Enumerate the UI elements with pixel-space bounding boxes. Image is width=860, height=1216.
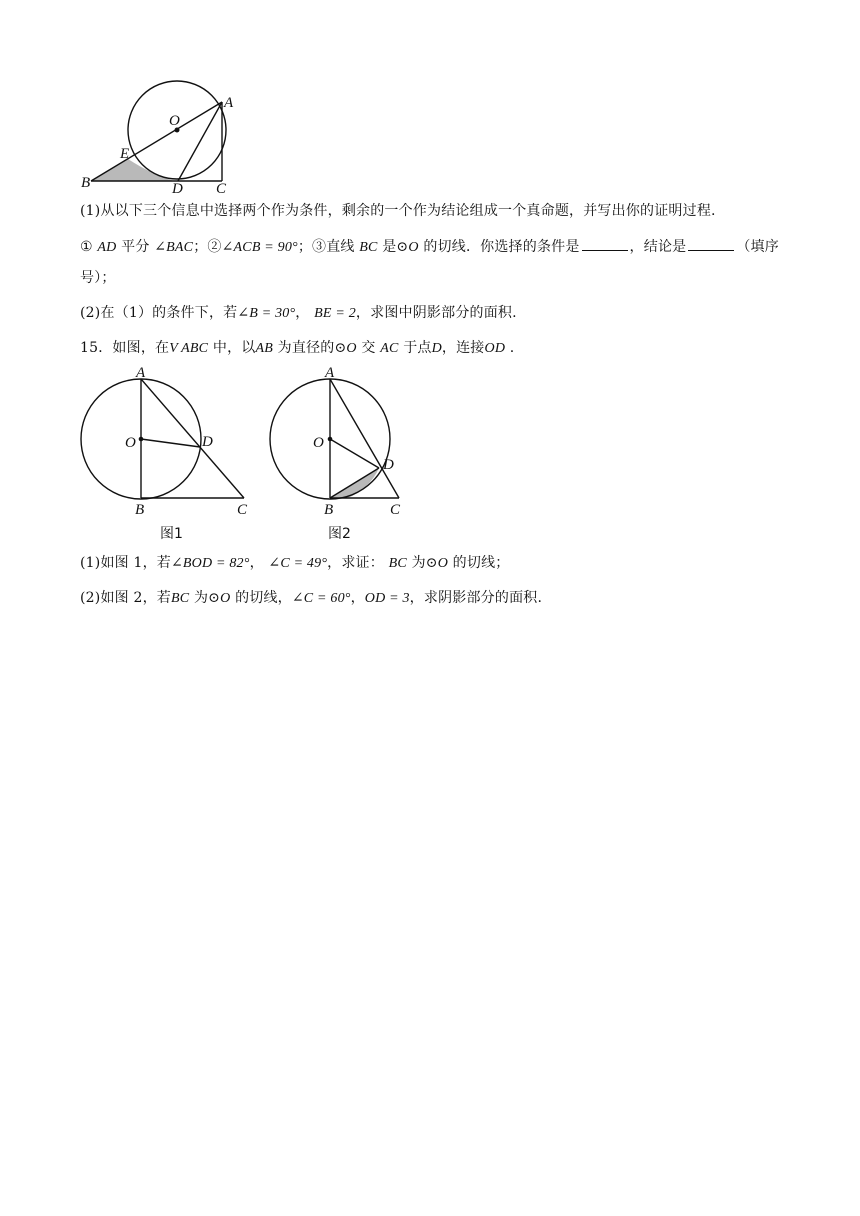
q15-text-d: 交: [361, 340, 376, 356]
cond2-sep: ；: [297, 239, 313, 255]
part1-prefix: (1): [80, 203, 101, 219]
part2-text-a: 在（1）的条件下，若: [100, 305, 238, 321]
q15-number: 15．: [80, 340, 113, 356]
cond3-text-b: 是⊙: [382, 239, 409, 255]
q15-text-c: 为直径的⊙: [277, 340, 347, 356]
q15p1-angle1: ∠BOD = 82°: [171, 556, 250, 571]
segment-ba: [91, 102, 222, 181]
q15-ac: AC: [380, 341, 399, 356]
q15-text-b: 中，以: [212, 340, 256, 356]
cond1-var: AD: [97, 240, 117, 255]
q15-od: OD: [484, 341, 506, 356]
conditions-wrap: [80, 268, 116, 288]
label-b: B: [81, 175, 91, 191]
cond3-var: BC: [359, 240, 378, 255]
figure-2-caption: 图2: [328, 526, 351, 542]
part1-text: 从以下三个信息中选择两个作为条件，剩余的一个作为结论组成一个真命题，并写出你的证明过程.: [100, 203, 716, 219]
segment-ac: [141, 379, 244, 498]
cond1-text: 平分: [121, 239, 150, 255]
segment-od: [330, 439, 379, 468]
cond2-mark: ②: [207, 239, 222, 255]
q15p2-text-a: 如图 2，若: [100, 590, 171, 606]
cond2-angle: ∠ACB = 90°: [221, 240, 298, 255]
label-b: B: [135, 502, 145, 518]
cond1-mark: ①: [80, 239, 93, 255]
q15p2-o: O: [220, 591, 231, 606]
cond3-text-c: 的切线．你选择的条件是: [423, 239, 580, 255]
part2-var: BE = 2: [314, 306, 356, 321]
q15-text-e: 于点: [403, 340, 432, 356]
center-point: [139, 437, 144, 442]
figure-1: [78, 362, 258, 547]
part2-line: [80, 303, 517, 324]
label-a: A: [325, 365, 335, 381]
tail-text: （填序: [736, 239, 779, 255]
q15-ab: AB: [255, 341, 274, 356]
cond1-sep: ；: [193, 239, 208, 255]
figure-1-caption: 图1: [160, 526, 183, 542]
q15-part2-line: [80, 588, 542, 609]
answer-blank-conclusion[interactable]: [688, 238, 734, 251]
label-d: D: [172, 181, 183, 195]
label-e: E: [120, 146, 130, 162]
q15p2-od: OD = 3: [364, 591, 410, 606]
part2-text-b: ，求图中阴影部分的面积.: [355, 305, 517, 321]
label-a: A: [136, 365, 146, 381]
part2-prefix: (2): [80, 305, 101, 321]
q15-tri: V ABC: [169, 341, 209, 356]
q15p2-text-c: 的切线，: [235, 590, 292, 606]
part2-angle: ∠B = 30°: [237, 306, 296, 321]
cond3-circle: O: [408, 240, 419, 255]
label-a: A: [224, 95, 234, 111]
q15p2-prefix: (2): [80, 590, 101, 606]
cond3-mark: ③: [312, 239, 327, 255]
q15p1-text-a: 如图 1，若: [100, 555, 171, 571]
part1-line: [80, 201, 716, 221]
q15p2-text-b: 为⊙: [193, 590, 221, 606]
segment-ad: [178, 102, 222, 181]
mid-text: ，结论是: [629, 239, 687, 255]
label-o: O: [125, 435, 136, 451]
answer-blank-conditions[interactable]: [582, 238, 628, 251]
q15-text-f: ，连接: [441, 340, 485, 356]
label-d: D: [202, 434, 213, 450]
q15p1-text-b: ，求证：: [327, 555, 384, 571]
q15p2-bc: BC: [171, 591, 190, 606]
q15p2-sep: ，: [350, 590, 365, 606]
label-d: D: [383, 457, 394, 473]
q15-line: [80, 338, 514, 359]
wrap-text: 号）；: [80, 270, 116, 286]
label-b: B: [324, 502, 334, 518]
q15p2-angle: ∠C = 60°: [291, 591, 351, 606]
conditions-line: [80, 237, 779, 258]
q15p1-o: O: [437, 556, 449, 571]
q15p1-text-c: 为⊙: [411, 555, 438, 571]
figure-circle-tangent: [76, 80, 246, 195]
cond3-text-a: 直线: [326, 239, 355, 255]
q15p1-text-d: 的切线；: [452, 555, 510, 571]
center-point: [328, 437, 333, 442]
segment-od: [141, 439, 200, 447]
cond1-angle: ∠BAC: [154, 240, 194, 255]
label-o: O: [169, 113, 180, 129]
shaded-region: [91, 159, 174, 181]
q15p1-sep: ，: [249, 555, 264, 571]
q15p2-text-d: ，求阴影部分的面积.: [409, 590, 543, 606]
label-c: C: [216, 181, 227, 195]
label-c: C: [390, 502, 401, 518]
label-o: O: [313, 435, 324, 451]
q15-part1-line: [80, 553, 509, 574]
q15-o: O: [346, 341, 357, 356]
q15-d: D: [431, 341, 442, 356]
q15-text-g: .: [509, 340, 515, 356]
q15p1-bc: BC: [388, 556, 407, 571]
figure-2: [266, 362, 416, 547]
q15-text-a: 如图，在: [112, 340, 170, 356]
label-c: C: [237, 502, 248, 518]
q15p1-prefix: (1): [80, 555, 101, 571]
part2-sep: ，: [295, 305, 310, 321]
q15p1-angle2: ∠C = 49°: [268, 556, 328, 571]
